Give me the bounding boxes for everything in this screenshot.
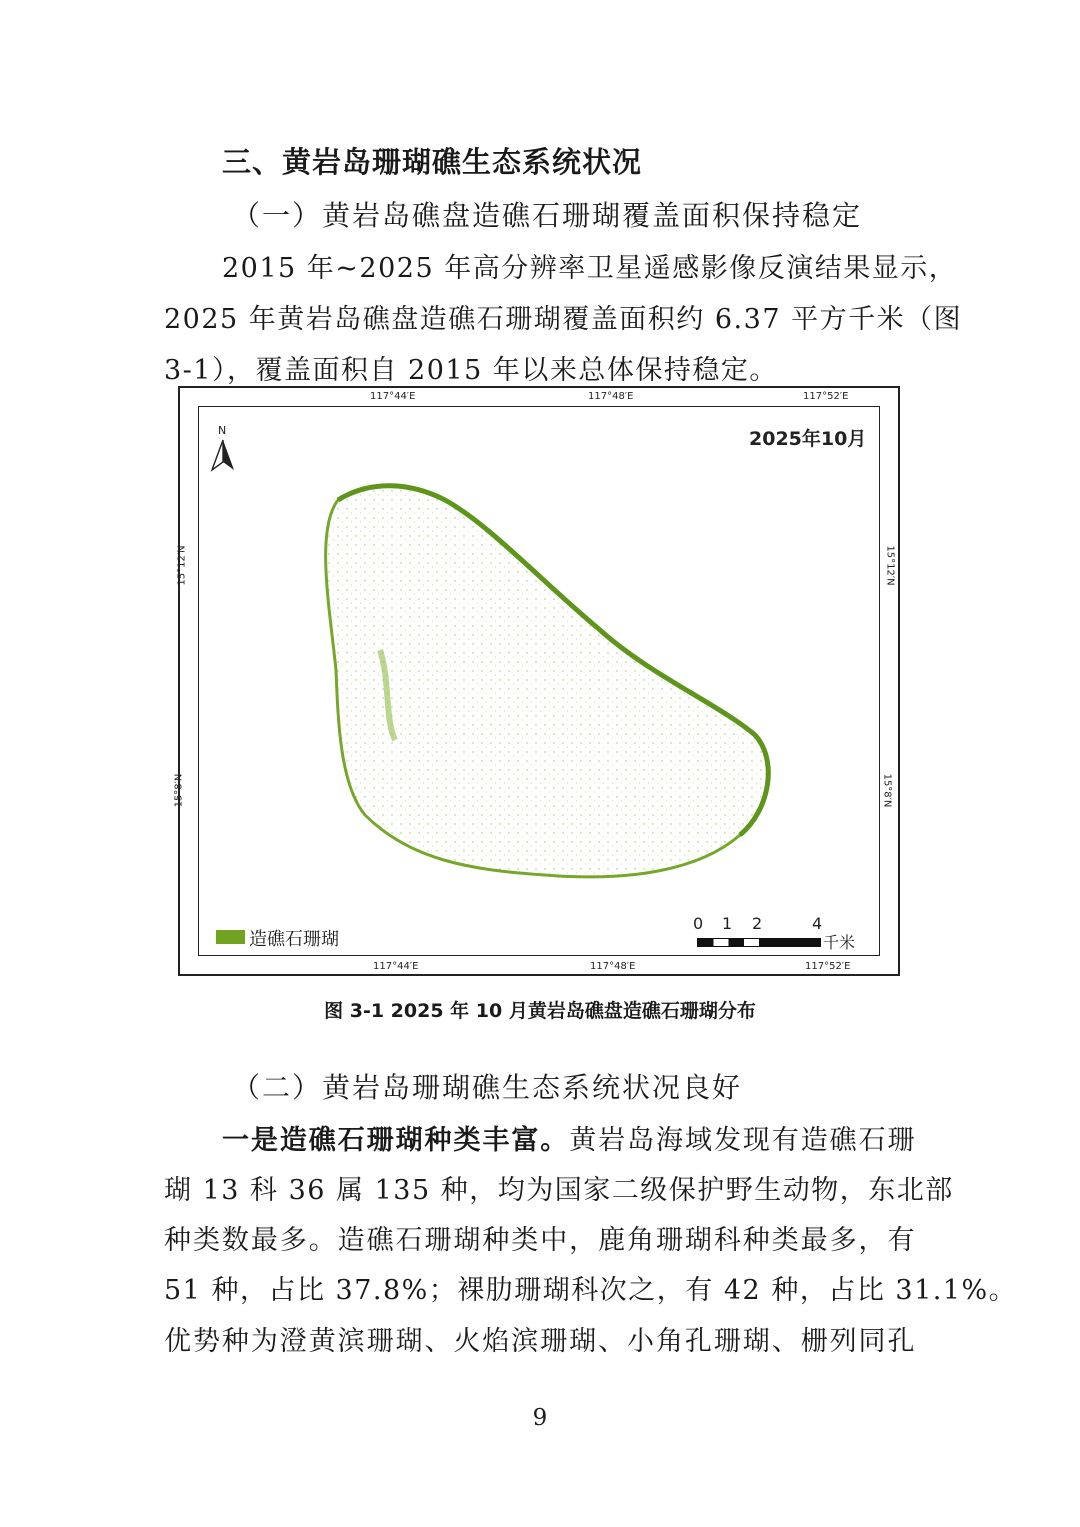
- lon-tick-bottom-2: 117°48′E: [590, 961, 636, 972]
- scale-bar: [697, 938, 821, 947]
- paragraph-1-line-2: 2025 年黄岩岛礁盘造礁石珊瑚覆盖面积约 6.37 平方千米（图: [164, 304, 963, 335]
- north-label: N: [218, 424, 227, 437]
- subsection-heading-2: （二）黄岩岛珊瑚礁生态系统状况良好: [232, 1071, 743, 1104]
- section-heading: 三、黄岩岛珊瑚礁生态系统状况: [222, 145, 643, 179]
- lat-tick-left-2: 15°8′N: [173, 773, 185, 808]
- page-number: 9: [532, 1405, 548, 1431]
- lat-tick-right-2: 15°8′N: [881, 773, 893, 808]
- scale-unit: 千米: [823, 933, 856, 952]
- lon-tick-top-3: 117°52′E: [803, 391, 849, 402]
- scale-tick-1: 1: [722, 914, 733, 933]
- paragraph-1-line-1: 2015 年~2025 年高分辨率卫星遥感影像反演结果显示，: [222, 253, 958, 284]
- lon-tick-top-2: 117°48′E: [588, 391, 634, 402]
- lat-tick-right-1: 15°12′N: [884, 545, 896, 586]
- paragraph-2-line-3: 种类数最多。造礁石珊瑚种类中，鹿角珊瑚科种类最多，有: [164, 1225, 916, 1256]
- map-date-label: 2025年10月: [749, 428, 867, 450]
- reef-coral-map: [300, 470, 790, 900]
- paragraph-2-line-1: [222, 1118, 916, 1157]
- paragraph-2-lead: 一是造礁石珊瑚种类丰富。: [222, 1125, 570, 1156]
- lon-tick-bottom-1: 117°44′E: [373, 961, 419, 972]
- paragraph-2-line-1-rest: 黄岩岛海域发现有造礁石珊: [569, 1125, 917, 1156]
- paragraph-1-line-3: 3-1），覆盖面积自 2015 年以来总体保持稳定。: [164, 355, 778, 386]
- legend-swatch: [216, 930, 245, 944]
- figure-caption: 图 3-1 2025 年 10 月黄岩岛礁盘造礁石珊瑚分布: [324, 1000, 756, 1022]
- scale-tick-4: 4: [812, 914, 823, 933]
- lon-tick-bottom-3: 117°52′E: [805, 961, 851, 972]
- legend-label: 造礁石珊瑚: [249, 929, 339, 950]
- lat-tick-left-1: 15°12′N: [176, 545, 188, 586]
- scale-tick-0: 0: [693, 914, 704, 933]
- north-arrow-icon: [210, 438, 236, 472]
- lon-tick-top-1: 117°44′E: [370, 391, 416, 402]
- paragraph-2-line-2: 瑚 13 科 36 属 135 种，均为国家二级保护野生动物，东北部: [164, 1175, 954, 1206]
- scale-tick-2: 2: [752, 914, 763, 933]
- subsection-heading-1: （一）黄岩岛礁盘造礁石珊瑚覆盖面积保持稳定: [232, 199, 863, 232]
- paragraph-2-line-4: 51 种，占比 37.8%；裸肋珊瑚科次之，有 42 种，占比 31.1%。: [164, 1275, 1018, 1306]
- paragraph-2-line-5: 优势种为澄黄滨珊瑚、火焰滨珊瑚、小角孔珊瑚、栅列同孔: [164, 1326, 916, 1357]
